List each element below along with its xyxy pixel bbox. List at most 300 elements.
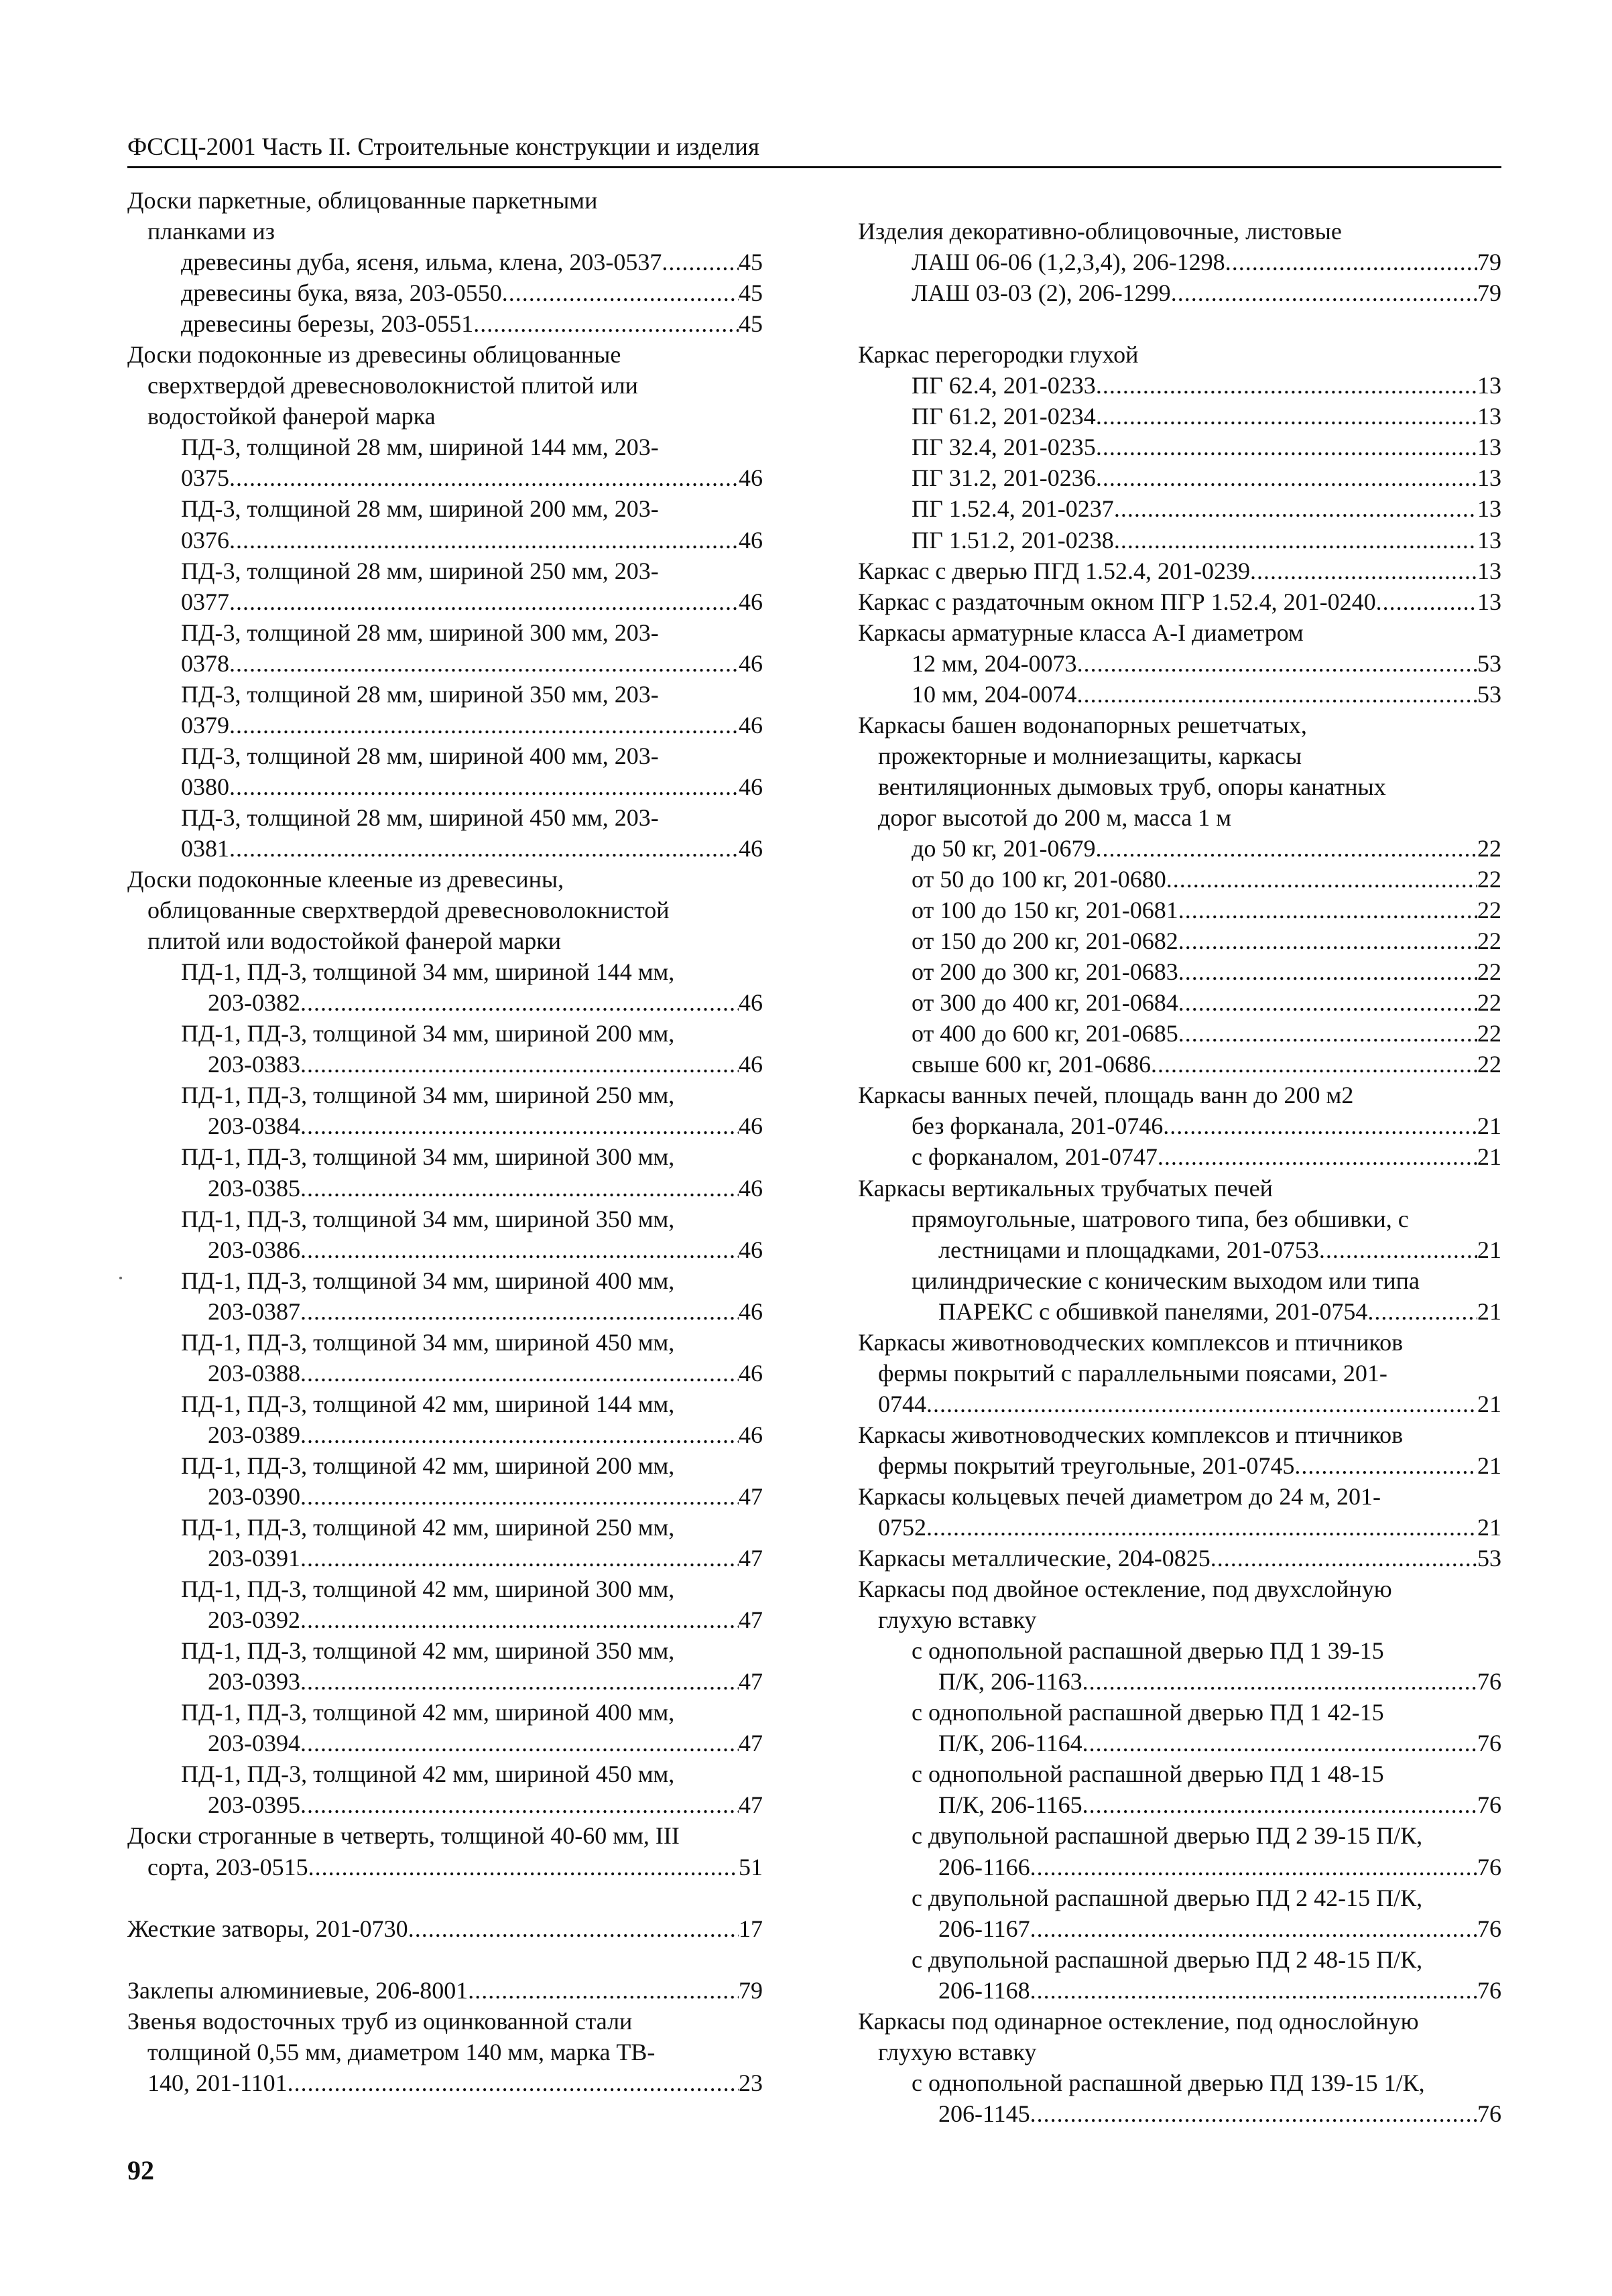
index-entry [858, 1450, 1501, 1481]
entry-text: 0379 [181, 711, 229, 739]
index-entry [127, 648, 763, 679]
dot-leader [300, 1296, 739, 1327]
entry-page-number: 45 [739, 279, 763, 307]
dot-leader [1096, 432, 1477, 462]
entry-page-number: 47 [739, 1791, 763, 1819]
entry-text: от 50 до 100 кг, 201-0680 [912, 866, 1166, 893]
index-entry [858, 432, 1501, 462]
dot-leader [229, 525, 739, 556]
index-entry [858, 833, 1501, 864]
index-entry: планками из [147, 218, 275, 245]
entry-text: 203-0394 [208, 1730, 300, 1757]
index-entry: глухую вставку [878, 1606, 1037, 1634]
index-entry: с двупольной распашной дверью ПД 2 42-15 П/К, [912, 1884, 1423, 1911]
entry-text: 203-0383 [208, 1051, 300, 1078]
dot-leader [1030, 1852, 1477, 1883]
entry-page-number: 76 [1477, 1976, 1501, 2004]
index-entry: Звенья водосточных труб из оцинкованной стали [127, 2007, 633, 2035]
entry-page-number: 53 [1477, 649, 1501, 677]
dot-leader [662, 247, 739, 277]
index-entry: сверхтвердой древесноволокнистой плитой или [147, 372, 638, 399]
entry-text: П/К, 206-1163 [938, 1668, 1082, 1696]
entry-text: 203-0382 [208, 989, 300, 1017]
index-entry [127, 525, 763, 556]
index-entry: глухую вставку [878, 2038, 1037, 2065]
index-entry [858, 277, 1501, 308]
index-entry [858, 370, 1501, 401]
dot-leader [229, 462, 739, 493]
dot-leader [1114, 493, 1477, 524]
entry-page-number: 21 [1477, 1112, 1501, 1140]
entry-text: П/К, 206-1165 [938, 1791, 1082, 1819]
entry-page-number: 45 [739, 249, 763, 276]
entry-page-number: 46 [739, 1421, 763, 1448]
index-entry [858, 1296, 1501, 1327]
entry-page-number: 21 [1477, 1297, 1501, 1325]
scan-speck [119, 1277, 122, 1279]
index-entry [127, 771, 763, 802]
entry-text: 203-0392 [208, 1606, 300, 1634]
index-entry [858, 926, 1501, 956]
index-entry [127, 586, 763, 617]
index-entry [127, 1913, 763, 1944]
entry-text: 0378 [181, 649, 229, 677]
entry-text: 0381 [181, 834, 229, 862]
index-entry: толщиной 0,55 мм, диаметром 140 мм, марка ТВ- [147, 2038, 656, 2065]
entry-page-number: 47 [739, 1730, 763, 1757]
dot-leader [229, 648, 739, 679]
entry-page-number: 22 [1477, 834, 1501, 862]
dot-leader [1211, 1543, 1477, 1574]
dot-leader [1096, 401, 1477, 432]
index-entry: Каркасы под одинарное остекление, под однослойную [858, 2007, 1419, 2035]
entry-text: с форканалом, 201-0747 [912, 1143, 1158, 1171]
dot-leader [1171, 277, 1477, 308]
dot-leader [300, 1604, 739, 1635]
entry-page-number: 46 [739, 834, 763, 862]
index-entry: ПД-1, ПД-3, толщиной 34 мм, шириной 200 мм, [181, 1020, 675, 1047]
index-entry: с двупольной распашной дверью ПД 2 48-15 П/К, [912, 1946, 1423, 1973]
entry-page-number: 46 [739, 1236, 763, 1263]
entry-page-number: 76 [1477, 1668, 1501, 1696]
entry-page-number: 47 [739, 1668, 763, 1696]
entry-text: 203-0387 [208, 1297, 300, 1325]
dot-leader [1367, 1296, 1477, 1327]
index-entry: облицованные сверхтвердой древесноволокнистой [147, 897, 670, 924]
entry-page-number: 46 [739, 1359, 763, 1387]
dot-leader [229, 833, 739, 864]
entry-text: до 50 кг, 201-0679 [912, 834, 1096, 862]
entry-page-number: 13 [1477, 464, 1501, 492]
entry-page-number: 79 [1477, 249, 1501, 276]
entry-text: 203-0393 [208, 1668, 300, 1696]
index-entry [858, 586, 1501, 617]
blank-line [858, 308, 1501, 339]
blank-line [858, 185, 1501, 216]
entry-page-number: 53 [1477, 680, 1501, 708]
index-entry [858, 1728, 1501, 1759]
index-entry: ПД-1, ПД-3, толщиной 42 мм, шириной 144 мм, [181, 1390, 675, 1417]
index-entry [858, 462, 1501, 493]
index-entry: ПД-1, ПД-3, толщиной 42 мм, шириной 250 мм, [181, 1514, 675, 1541]
dot-leader [1294, 1450, 1477, 1481]
index-entry: Доски подоконные из древесины облицованные [127, 341, 621, 369]
entry-page-number: 22 [1477, 866, 1501, 893]
index-entry [858, 895, 1501, 926]
entry-page-number: 46 [739, 989, 763, 1017]
dot-leader [1114, 525, 1477, 556]
index-entry [127, 987, 763, 1018]
entry-text: Заклепы алюминиевые, 206-8001 [127, 1976, 469, 2004]
entry-text: древесины березы, 203-0551 [181, 310, 474, 338]
index-entry [127, 1481, 763, 1512]
entry-page-number: 22 [1477, 958, 1501, 986]
entry-text: от 100 до 150 кг, 201-0681 [912, 897, 1178, 924]
entry-text: ПГ 1.51.2, 201-0238 [912, 526, 1114, 554]
entry-text: 0744 [878, 1390, 926, 1417]
index-entry [858, 1141, 1501, 1172]
entry-page-number: 46 [739, 526, 763, 554]
entry-page-number: 22 [1477, 1051, 1501, 1078]
index-entry: ПД-1, ПД-3, толщиной 42 мм, шириной 350 мм, [181, 1637, 675, 1665]
dot-leader [1096, 833, 1478, 864]
index-entry [858, 493, 1501, 524]
entry-page-number: 76 [1477, 1791, 1501, 1819]
dot-leader [1225, 247, 1477, 277]
dot-leader [1376, 586, 1477, 617]
entry-page-number: 21 [1477, 1236, 1501, 1263]
entry-page-number: 46 [739, 711, 763, 739]
index-entry [127, 1296, 763, 1327]
dot-leader [1178, 926, 1477, 956]
index-entry: Доски подоконные клееные из древесины, [127, 866, 564, 893]
index-entry: прожекторные и молниезащиты, каркасы [878, 742, 1302, 769]
entry-page-number: 13 [1477, 403, 1501, 430]
entry-text: свыше 600 кг, 201-0686 [912, 1051, 1152, 1078]
entry-text: ЛАШ 03-03 (2), 206-1299 [912, 279, 1171, 307]
entry-text: 10 мм, 204-0074 [912, 680, 1077, 708]
dot-leader [1178, 1018, 1477, 1049]
index-entry: прямоугольные, шатрового типа, без обшивки, с [912, 1205, 1409, 1232]
dot-leader [300, 987, 739, 1018]
page-number: 92 [127, 2155, 154, 2185]
index-entry [127, 1173, 763, 1204]
entry-page-number: 13 [1477, 557, 1501, 584]
dot-leader [1082, 1728, 1477, 1759]
entry-text: от 150 до 200 кг, 201-0682 [912, 928, 1178, 955]
index-entry: с однопольной распашной дверью ПД 1 39-15 [912, 1637, 1384, 1665]
entry-page-number: 21 [1477, 1143, 1501, 1171]
entry-text: 203-0391 [208, 1545, 300, 1572]
entry-text: лестницами и площадками, 201-0753 [938, 1236, 1319, 1263]
entry-text: без форканала, 201-0746 [912, 1112, 1164, 1140]
index-entry: Каркасы ванных печей, площадь ванн до 200 м2 [858, 1082, 1354, 1109]
entry-text: 203-0385 [208, 1174, 300, 1202]
index-entry [127, 1543, 763, 1574]
index-entry: вентиляционных дымовых труб, опоры канатных [878, 773, 1386, 800]
index-entry: Каркасы под двойное остекление, под двухслойную [858, 1576, 1392, 1603]
entry-text: 0752 [878, 1514, 926, 1541]
index-entry [858, 2098, 1501, 2129]
index-entry [127, 308, 763, 339]
entry-page-number: 13 [1477, 588, 1501, 615]
index-entry [127, 1419, 763, 1450]
entry-text: древесины дуба, ясеня, ильма, клена, 203-0537 [181, 249, 662, 276]
dot-leader [1077, 648, 1477, 679]
entry-page-number: 13 [1477, 372, 1501, 399]
entry-page-number: 23 [739, 2069, 763, 2096]
index-entry: ПД-1, ПД-3, толщиной 34 мм, шириной 450 мм, [181, 1328, 675, 1356]
index-entry: водостойкой фанерой марка [147, 403, 436, 430]
entry-page-number: 47 [739, 1482, 763, 1510]
index-entry [858, 525, 1501, 556]
index-entry: Доски строганные в четверть, толщиной 40-60 мм, III [127, 1822, 680, 1850]
index-entry [858, 1512, 1501, 1543]
entry-page-number: 76 [1477, 1915, 1501, 1942]
dot-leader [1030, 2098, 1477, 2129]
index-entry: с однопольной распашной дверью ПД 1 42-15 [912, 1699, 1384, 1726]
dot-leader [1250, 556, 1477, 586]
index-entry: Каркасы арматурные класса А-I диаметром [858, 619, 1304, 646]
index-entry: цилиндрические с коническим выходом или типа [912, 1267, 1420, 1294]
dot-leader [1030, 1975, 1477, 2006]
index-entry: ПД-1, ПД-3, толщиной 42 мм, шириной 450 мм, [181, 1761, 675, 1788]
dot-leader [1030, 1913, 1477, 1944]
dot-leader [229, 586, 739, 617]
entry-text: 0380 [181, 773, 229, 800]
blank-line [127, 1944, 763, 1975]
entry-text: 206-1167 [938, 1915, 1030, 1942]
dot-leader [1319, 1234, 1477, 1265]
index-entry [858, 1049, 1501, 1080]
index-entry: ПД-3, толщиной 28 мм, шириной 400 мм, 203- [181, 742, 659, 769]
entry-page-number: 21 [1477, 1452, 1501, 1479]
dot-leader [288, 2067, 739, 2098]
dot-leader [1096, 370, 1477, 401]
entry-page-number: 22 [1477, 989, 1501, 1017]
index-entry: Каркас перегородки глухой [858, 341, 1139, 369]
dot-leader [408, 1913, 739, 1944]
index-entry: ПД-1, ПД-3, толщиной 34 мм, шириной 350 мм, [181, 1205, 675, 1232]
dot-leader [229, 710, 739, 741]
dot-leader [1096, 462, 1477, 493]
index-entry: дорог высотой до 200 м, масса 1 м [878, 804, 1232, 831]
entry-text: 203-0390 [208, 1482, 300, 1510]
dot-leader [300, 1789, 739, 1820]
entry-text: 0377 [181, 588, 229, 615]
dot-leader [300, 1234, 739, 1265]
entry-text: сорта, 203-0515 [147, 1853, 308, 1880]
entry-text: 203-0389 [208, 1421, 300, 1448]
dot-leader [1178, 895, 1477, 926]
index-entry [127, 1852, 763, 1883]
index-entry: ПД-1, ПД-3, толщиной 34 мм, шириной 250 мм, [181, 1082, 675, 1109]
dot-leader [300, 1543, 739, 1574]
dot-leader [1163, 1110, 1477, 1141]
index-entry: Каркасы животноводческих комплексов и птичников [858, 1421, 1404, 1448]
index-entry [858, 1018, 1501, 1049]
index-entry: Каркасы вертикальных трубчатых печей [858, 1174, 1273, 1202]
entry-text: ПГ 1.52.4, 201-0237 [912, 495, 1114, 523]
index-entry: с однопольной распашной дверью ПД 1 48-15 [912, 1761, 1384, 1788]
blank-line [127, 1883, 763, 1913]
entry-page-number: 22 [1477, 928, 1501, 955]
index-entry [858, 1913, 1501, 1944]
entry-text: 140, 201-1101 [147, 2069, 288, 2096]
index-entry: фермы покрытий с параллельными поясами, 201- [878, 1359, 1387, 1387]
entry-text: ЛАШ 06-06 (1,2,3,4), 206-1298 [912, 249, 1225, 276]
entry-page-number: 46 [739, 1112, 763, 1140]
dot-leader [1077, 679, 1477, 710]
index-entry: Доски паркетные, облицованные паркетными [127, 187, 598, 214]
entry-text: 0375 [181, 464, 229, 492]
index-entry [127, 1049, 763, 1080]
dot-leader [300, 1728, 739, 1759]
entry-page-number: 21 [1477, 1514, 1501, 1541]
dot-leader [300, 1049, 739, 1080]
dot-leader [1082, 1666, 1477, 1697]
index-entry [127, 710, 763, 741]
dot-leader [300, 1419, 739, 1450]
index-entry [127, 1604, 763, 1635]
dot-leader [1151, 1049, 1477, 1080]
dot-leader [926, 1389, 1477, 1419]
entry-page-number: 76 [1477, 1730, 1501, 1757]
dot-leader [926, 1512, 1477, 1543]
index-entry [858, 987, 1501, 1018]
index-entry [858, 1389, 1501, 1419]
entry-text: древесины бука, вяза, 203-0550 [181, 279, 502, 307]
index-entry: ПД-1, ПД-3, толщиной 42 мм, шириной 300 мм, [181, 1576, 675, 1603]
entry-page-number: 45 [739, 310, 763, 338]
index-entry [858, 1543, 1501, 1574]
entry-page-number: 46 [739, 588, 763, 615]
entry-text: Каркас с дверью ПГД 1.52.4, 201-0239 [858, 557, 1250, 584]
index-entry: Изделия декоративно-облицовочные, листовые [858, 218, 1342, 245]
dot-leader [468, 1975, 739, 2006]
entry-page-number: 76 [1477, 2100, 1501, 2127]
index-entry: Каркасы животноводческих комплексов и птичников [858, 1328, 1404, 1356]
entry-text: от 200 до 300 кг, 201-0683 [912, 958, 1178, 986]
index-entry: ПД-3, толщиной 28 мм, шириной 300 мм, 203- [181, 619, 659, 646]
dot-leader [473, 308, 739, 339]
entry-page-number: 79 [739, 1976, 763, 2004]
entry-page-number: 46 [739, 773, 763, 800]
entry-text: 203-0386 [208, 1236, 300, 1263]
dot-leader [1082, 1789, 1477, 1820]
entry-text: 203-0384 [208, 1112, 300, 1140]
index-entry: ПД-1, ПД-3, толщиной 34 мм, шириной 144 мм, [181, 958, 675, 986]
entry-page-number: 13 [1477, 526, 1501, 554]
entry-text: фермы покрытий треугольные, 201-0745 [878, 1452, 1295, 1479]
entry-page-number: 46 [739, 1051, 763, 1078]
dot-leader [1166, 864, 1477, 895]
entry-text: 206-1145 [938, 2100, 1030, 2127]
index-entry [858, 1975, 1501, 2006]
dot-leader [502, 277, 739, 308]
entry-page-number: 76 [1477, 1853, 1501, 1880]
index-entry: плитой или водостойкой фанерой марки [147, 928, 561, 955]
index-entry: ПД-3, толщиной 28 мм, шириной 144 мм, 203- [181, 434, 659, 461]
index-entry: ПД-1, ПД-3, толщиной 42 мм, шириной 400 мм, [181, 1699, 675, 1726]
entry-page-number: 47 [739, 1545, 763, 1572]
entry-text: ПГ 31.2, 201-0236 [912, 464, 1096, 492]
dot-leader [229, 771, 739, 802]
entry-text: Жесткие затворы, 201-0730 [127, 1915, 408, 1942]
entry-page-number: 21 [1477, 1390, 1501, 1417]
index-entry [858, 648, 1501, 679]
index-column-right [858, 185, 1501, 2129]
entry-page-number: 46 [739, 649, 763, 677]
dot-leader [1158, 1141, 1477, 1172]
index-entry [127, 1110, 763, 1141]
index-entry [858, 864, 1501, 895]
entry-text: ПГ 32.4, 201-0235 [912, 434, 1096, 461]
dot-leader [300, 1110, 739, 1141]
entry-text: 203-0395 [208, 1791, 300, 1819]
index-entry: ПД-1, ПД-3, толщиной 34 мм, шириной 400 мм, [181, 1267, 675, 1294]
index-entry [858, 679, 1501, 710]
index-entry [858, 401, 1501, 432]
entry-text: 203-0388 [208, 1359, 300, 1387]
index-entry [858, 556, 1501, 586]
entry-page-number: 46 [739, 464, 763, 492]
entry-text: 12 мм, 204-0073 [912, 649, 1077, 677]
entry-page-number: 47 [739, 1606, 763, 1634]
index-entry: ПД-1, ПД-3, толщиной 34 мм, шириной 300 мм, [181, 1143, 675, 1171]
index-column-left [127, 185, 763, 2098]
entry-page-number: 51 [739, 1853, 763, 1880]
index-entry [858, 1666, 1501, 1697]
index-entry [858, 1110, 1501, 1141]
entry-text: ПГ 62.4, 201-0233 [912, 372, 1096, 399]
entry-text: ПАРЕКС с обшивкой панелями, 201-0754 [938, 1297, 1368, 1325]
entry-page-number: 53 [1477, 1545, 1501, 1572]
index-entry [127, 1666, 763, 1697]
index-entry [858, 956, 1501, 987]
entry-text: Каркасы металлические, 204-0825 [858, 1545, 1211, 1572]
entry-page-number: 79 [1477, 279, 1501, 307]
entry-text: П/К, 206-1164 [938, 1730, 1082, 1757]
index-entry [127, 833, 763, 864]
entry-text: 0376 [181, 526, 229, 554]
entry-page-number: 22 [1477, 1020, 1501, 1047]
dot-leader [1178, 987, 1477, 1018]
entry-text: ПГ 61.2, 201-0234 [912, 403, 1096, 430]
entry-page-number: 46 [739, 1297, 763, 1325]
entry-text: 206-1166 [938, 1853, 1030, 1880]
running-header: ФССЦ-2001 Часть II. Строительные конструкции и изделия [127, 129, 1501, 168]
entry-text: от 300 до 400 кг, 201-0684 [912, 989, 1178, 1017]
index-entry: ПД-3, толщиной 28 мм, шириной 350 мм, 203- [181, 680, 659, 708]
index-entry [858, 1852, 1501, 1883]
index-entry: Каркасы кольцевых печей диаметром до 24 м, 201- [858, 1482, 1381, 1510]
index-entry [858, 1789, 1501, 1820]
index-entry: ПД-3, толщиной 28 мм, шириной 250 мм, 203- [181, 557, 659, 584]
entry-page-number: 17 [739, 1915, 763, 1942]
index-entry: ПД-3, толщиной 28 мм, шириной 200 мм, 203- [181, 495, 659, 523]
index-entry: с двупольной распашной дверью ПД 2 39-15 П/К, [912, 1822, 1423, 1850]
entry-text: от 400 до 600 кг, 201-0685 [912, 1020, 1178, 1047]
index-entry [127, 247, 763, 277]
index-entry [127, 1234, 763, 1265]
entry-page-number: 46 [739, 1174, 763, 1202]
index-entry: ПД-3, толщиной 28 мм, шириной 450 мм, 203- [181, 804, 659, 831]
entry-text: Каркас с раздаточным окном ПГР 1.52.4, 201-0240 [858, 588, 1376, 615]
dot-leader [300, 1358, 739, 1389]
index-entry [127, 2067, 763, 2098]
dot-leader [300, 1666, 739, 1697]
